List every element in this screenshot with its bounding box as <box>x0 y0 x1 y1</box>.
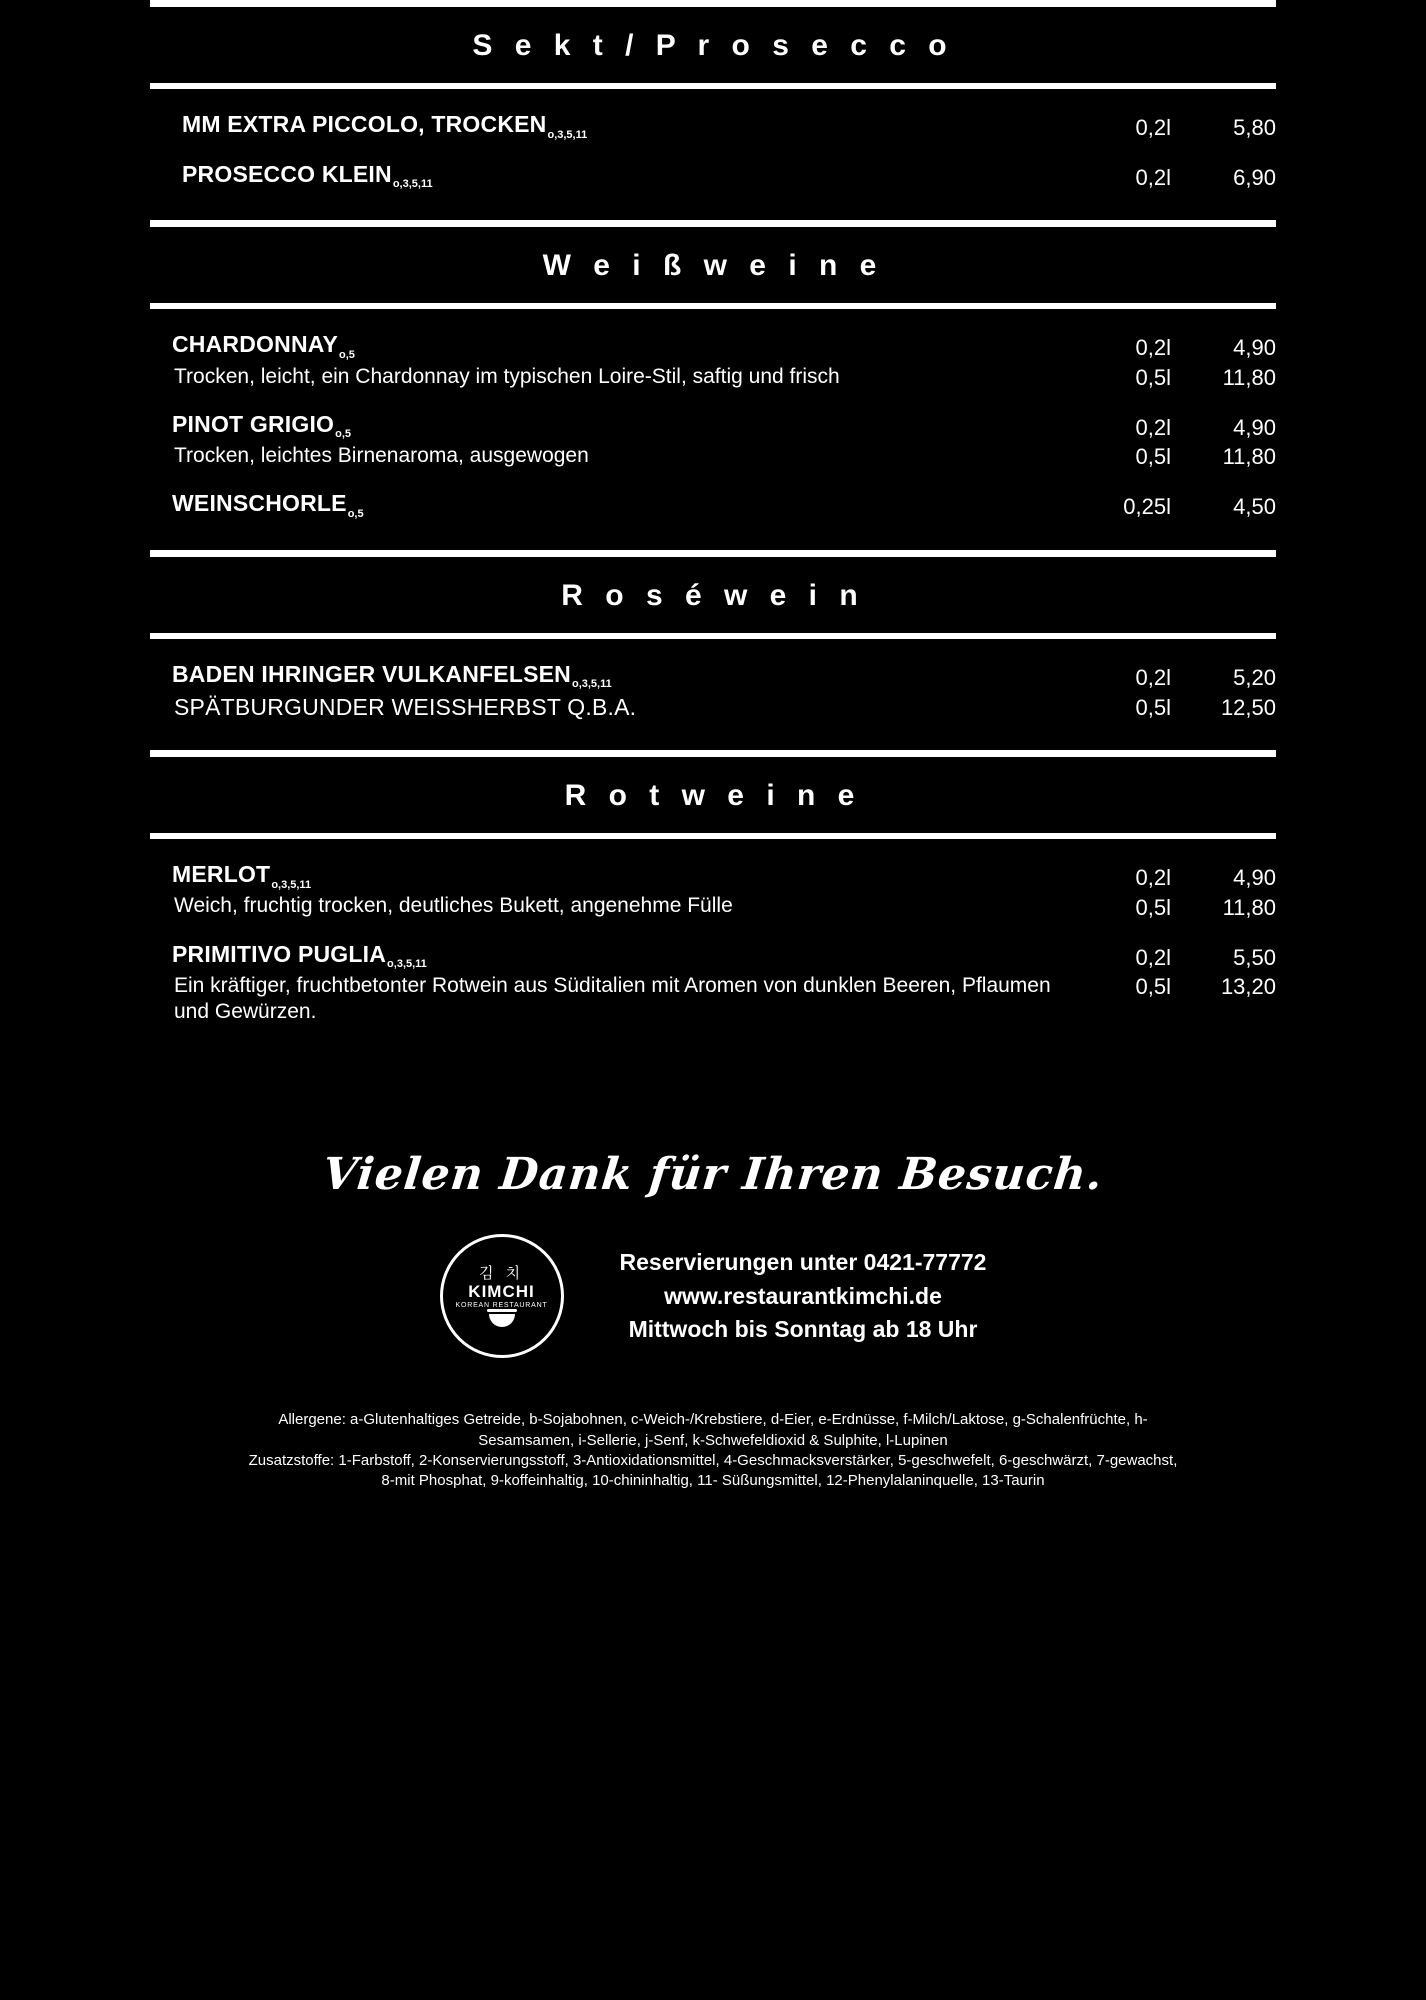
section-divider-top <box>150 750 1276 757</box>
menu-item <box>150 661 1276 722</box>
menu-item <box>150 331 1276 392</box>
section-divider-top <box>150 220 1276 227</box>
price-amount: 4,50 <box>1233 494 1276 520</box>
section-items <box>150 839 1276 1053</box>
menu-item-text <box>150 411 589 469</box>
price-volume: 0,5l <box>1135 365 1171 391</box>
menu-item-description: Weich, fruchtig trocken, deutliches Bukett, angenehme Fülle <box>174 894 733 918</box>
price-volume: 0,5l <box>1135 694 1171 720</box>
allergens-line-2: Sesamsamen, i-Sellerie, j-Senf, k-Schwefeldioxid & Sulphite, l-Lupinen <box>478 1431 948 1449</box>
menu-item-name-text: MERLOT <box>172 861 271 888</box>
menu-item-text <box>150 941 1052 1026</box>
menu-item-additives: o,3,5,11 <box>547 128 588 141</box>
menu-item-prices <box>1061 411 1276 472</box>
price-row <box>1061 333 1276 363</box>
price-row <box>1061 863 1276 893</box>
website-link[interactable]: www.restaurantkimchi.de <box>664 1282 942 1309</box>
allergens-line-4: 8-mit Phosphat, 9-koffeinhaltig, 10-chininhaltig, 11- Süßungsmittel, 12-Phenylalaninquelle, 13-Taurin <box>381 1472 1045 1490</box>
section-title: R o s é w e i n <box>561 578 865 612</box>
price-volume: 0,25l <box>1123 494 1171 520</box>
menu-item-name-text: PROSECCO KLEIN <box>182 160 392 187</box>
price-amount: 13,20 <box>1220 974 1276 1000</box>
menu-section <box>150 750 1276 1053</box>
price-row <box>1061 163 1276 193</box>
price-amount: 11,80 <box>1222 444 1276 470</box>
price-volume: 0,2l <box>1135 414 1171 440</box>
price-row <box>1061 943 1276 973</box>
menu-section <box>150 220 1276 549</box>
price-amount: 5,20 <box>1233 664 1276 690</box>
menu-item-name <box>172 490 364 520</box>
menu-item <box>150 490 1276 522</box>
opening-hours: Mittwoch bis Sonntag ab 18 Uhr <box>628 1315 978 1342</box>
bowl-icon <box>489 1314 515 1327</box>
menu-item-additives: o,3,5,11 <box>392 178 433 191</box>
menu-item-name <box>182 111 587 141</box>
allergens-line-3: Zusatzstoffe: 1-Farbstoff, 2-Konservierungsstoff, 3-Antioxidationsmittel, 4-Geschmacksverstärker, 5-geschwefelt, 6-geschwärzt, 7-gewachst, <box>248 1451 1178 1469</box>
menu-item-additives: o,3,5,11 <box>571 678 612 691</box>
price-amount: 4,90 <box>1233 414 1276 440</box>
menu-item-text <box>150 861 733 919</box>
price-row <box>1061 363 1276 393</box>
price-row <box>1061 893 1276 923</box>
section-title: W e i ß w e i n e <box>542 249 884 283</box>
menu-item-name-text: BADEN IHRINGER VULKANFELSEN <box>172 660 571 687</box>
price-row <box>1061 442 1276 472</box>
price-volume: 0,2l <box>1135 115 1171 140</box>
section-items <box>150 89 1276 220</box>
contact-info <box>620 1246 987 1346</box>
menu-item-text <box>150 661 636 722</box>
price-row <box>1061 663 1276 693</box>
price-volume: 0,5l <box>1135 444 1171 470</box>
menu-item <box>150 111 1276 143</box>
price-volume: 0,2l <box>1135 335 1171 361</box>
price-amount: 5,50 <box>1233 944 1276 970</box>
menu-item-name <box>172 861 733 891</box>
menu-item-prices <box>1061 331 1276 392</box>
menu-item <box>150 861 1276 922</box>
menu-section <box>150 550 1276 750</box>
menu-item-text <box>150 490 364 520</box>
price-row <box>1061 113 1276 143</box>
menu-item-additives: o,5 <box>347 507 364 520</box>
menu-item <box>150 941 1276 1026</box>
price-row <box>1061 972 1276 1002</box>
price-amount: 11,80 <box>1222 894 1276 920</box>
reservation-phone: Reservierungen unter 0421-77772 <box>619 1249 987 1276</box>
menu-item-description: SPÄTBURGUNDER WEISSHERBST Q.B.A. <box>174 694 637 721</box>
allergens-line-1: Allergene: a-Glutenhaltiges Getreide, b-Sojabohnen, c-Weich-/Krebstiere, d-Eier, e-Erdnüsse, f-Milch/Laktose, g-Schalenfrüchte, h- <box>278 1411 1148 1429</box>
price-volume: 0,2l <box>1135 865 1171 891</box>
menu-item-description: Ein kräftiger, fruchtbetonter Rotwein aus Süditalien mit Aromen von dunklen Beeren, Pflaumen und Gewürzen. <box>174 973 1051 1024</box>
section-divider-top <box>150 0 1276 7</box>
menu-item-prices <box>1061 111 1276 143</box>
menu-sections <box>150 0 1276 1053</box>
menu-item-name <box>172 331 840 361</box>
price-amount: 12,50 <box>1220 694 1276 720</box>
menu-item-prices <box>1061 161 1276 193</box>
price-amount: 5,80 <box>1233 115 1276 140</box>
menu-item-additives: o,5 <box>339 348 355 361</box>
menu-item-prices <box>1061 861 1276 922</box>
menu-item-name-text: CHARDONNAY <box>172 331 338 358</box>
menu-item-name-text: WEINSCHORLE <box>172 490 347 517</box>
section-items <box>150 309 1276 549</box>
menu-item-prices <box>1061 490 1276 522</box>
allergens-note <box>150 1410 1276 1491</box>
menu-item-name-text: PINOT GRIGIO <box>172 410 335 437</box>
footer-block <box>150 1234 1276 1358</box>
menu-item <box>150 161 1276 193</box>
price-volume: 0,2l <box>1135 664 1171 690</box>
menu-item-name <box>172 411 589 441</box>
menu-item <box>150 411 1276 472</box>
menu-item-description: Trocken, leicht, ein Chardonnay im typischen Loire-Stil, saftig und frisch <box>174 364 840 388</box>
section-title: S e k t / P r o s e c c o <box>472 29 954 62</box>
section-items <box>150 639 1276 750</box>
kimchi-logo <box>440 1234 564 1358</box>
price-amount: 6,90 <box>1233 164 1276 190</box>
price-row <box>1061 693 1276 723</box>
price-row <box>1061 413 1276 443</box>
price-amount: 11,80 <box>1222 365 1276 391</box>
logo-hangul-text: 김 치 <box>478 1264 525 1282</box>
menu-item-text <box>150 111 587 141</box>
menu-item-additives: o,5 <box>335 428 352 441</box>
price-amount: 4,90 <box>1233 865 1276 891</box>
menu-item-text <box>150 161 433 191</box>
menu-item-prices <box>1061 941 1276 1002</box>
thank-you-message: Vielen Dank für Ihren Besuch. <box>320 1149 1106 1201</box>
price-amount: 4,90 <box>1233 335 1276 361</box>
price-volume: 0,2l <box>1135 164 1171 190</box>
section-divider-top <box>150 550 1276 557</box>
menu-item-text <box>150 331 840 389</box>
price-volume: 0,2l <box>1135 944 1171 970</box>
logo-tagline-text: KOREAN RESTAURANT <box>455 1301 548 1309</box>
price-row <box>1061 492 1276 522</box>
menu-section <box>150 0 1276 220</box>
section-title: R o t w e i n e <box>564 779 862 813</box>
menu-item-name <box>172 661 636 691</box>
menu-item-name-text: MM EXTRA PICCOLO, TROCKEN <box>182 111 547 137</box>
menu-item-additives: o,3,5,11 <box>271 878 312 891</box>
menu-item-name <box>172 941 1052 971</box>
menu-item-additives: o,3,5,11 <box>387 958 427 971</box>
menu-item-name <box>182 161 433 191</box>
logo-brand-text: KIMCHI <box>468 1281 535 1301</box>
menu-item-name-text: PRIMITIVO PUGLIA <box>172 940 387 967</box>
price-volume: 0,5l <box>1135 974 1171 1000</box>
menu-item-description: Trocken, leichtes Birnenaroma, ausgewogen <box>174 443 589 467</box>
price-volume: 0,5l <box>1135 894 1171 920</box>
menu-item-prices <box>1061 661 1276 722</box>
